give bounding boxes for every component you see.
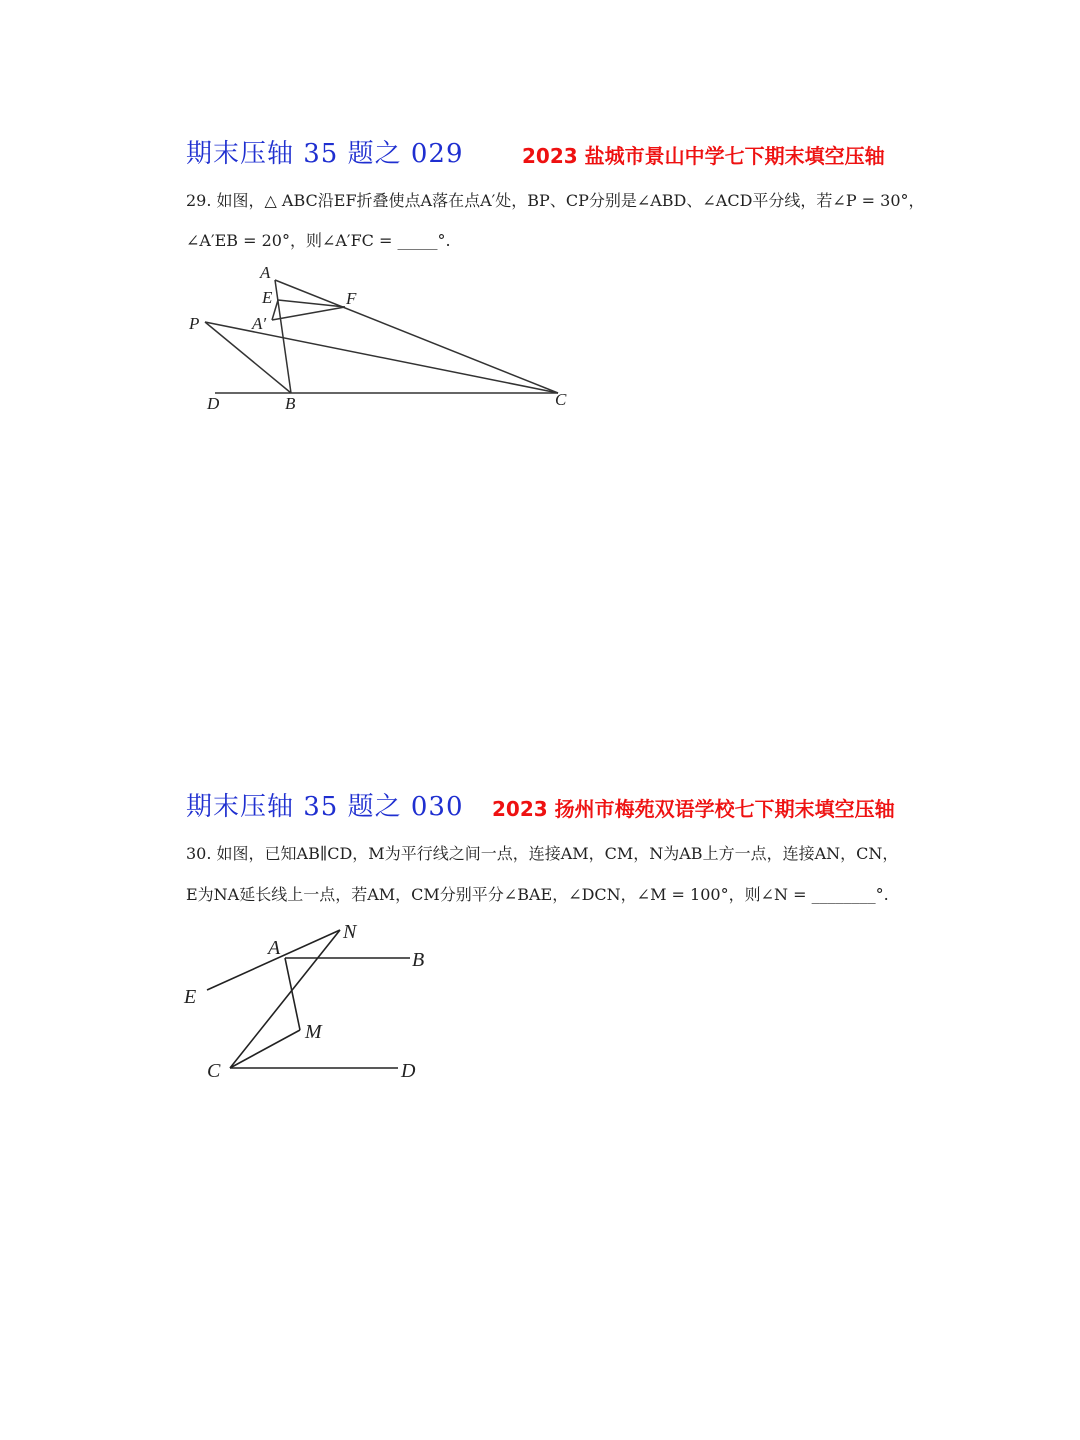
problem-title: 期末压轴 35 题之 030 [186,792,464,822]
label-A: A [268,937,281,959]
label-P: P [189,314,200,333]
problem-title: 期末压轴 35 题之 029 [186,139,464,169]
problem-text-line-1: 30. 如图，已知AB∥CD，M为平行线之间一点，连接AM，CM，N为AB上方一点，连接AN，CN， [186,844,899,863]
label-C: C [555,390,567,409]
label-B: B [285,394,296,413]
problem-text-line-2: E为NA延长线上一点，若AM，CM分别平分∠BAE，∠DCN，∠M = 100°，则∠N = ________°. [186,885,889,904]
label-B: B [412,949,425,971]
label-E: E [262,288,273,307]
label-M: M [305,1021,322,1043]
label-N: N [343,921,357,943]
label-A: A [260,263,271,282]
label-D: D [401,1060,416,1082]
label-C: C [207,1060,221,1082]
label-E: E [184,986,197,1008]
label-A-prime: A′ [252,314,267,333]
problem-source: 2023 盐城市景山中学七下期末填空压轴 [522,144,885,168]
figure-30 [0,0,620,1120]
line-CN [230,930,340,1068]
problem-text-line-1: 29. 如图，△ ABC沿EF折叠使点A落在点A′处，BP、CP分别是∠ABD、∠ACD平分线，若∠P = 30°， [186,191,925,210]
line-AM [285,958,300,1030]
label-F: F [346,289,357,308]
problem-text-line-2: ∠A′EB = 20°，则∠A′FC = _____°. [186,231,451,250]
problem-source: 2023 扬州市梅苑双语学校七下期末填空压轴 [492,797,895,821]
line-CM [230,1030,300,1068]
label-D: D [207,394,220,413]
